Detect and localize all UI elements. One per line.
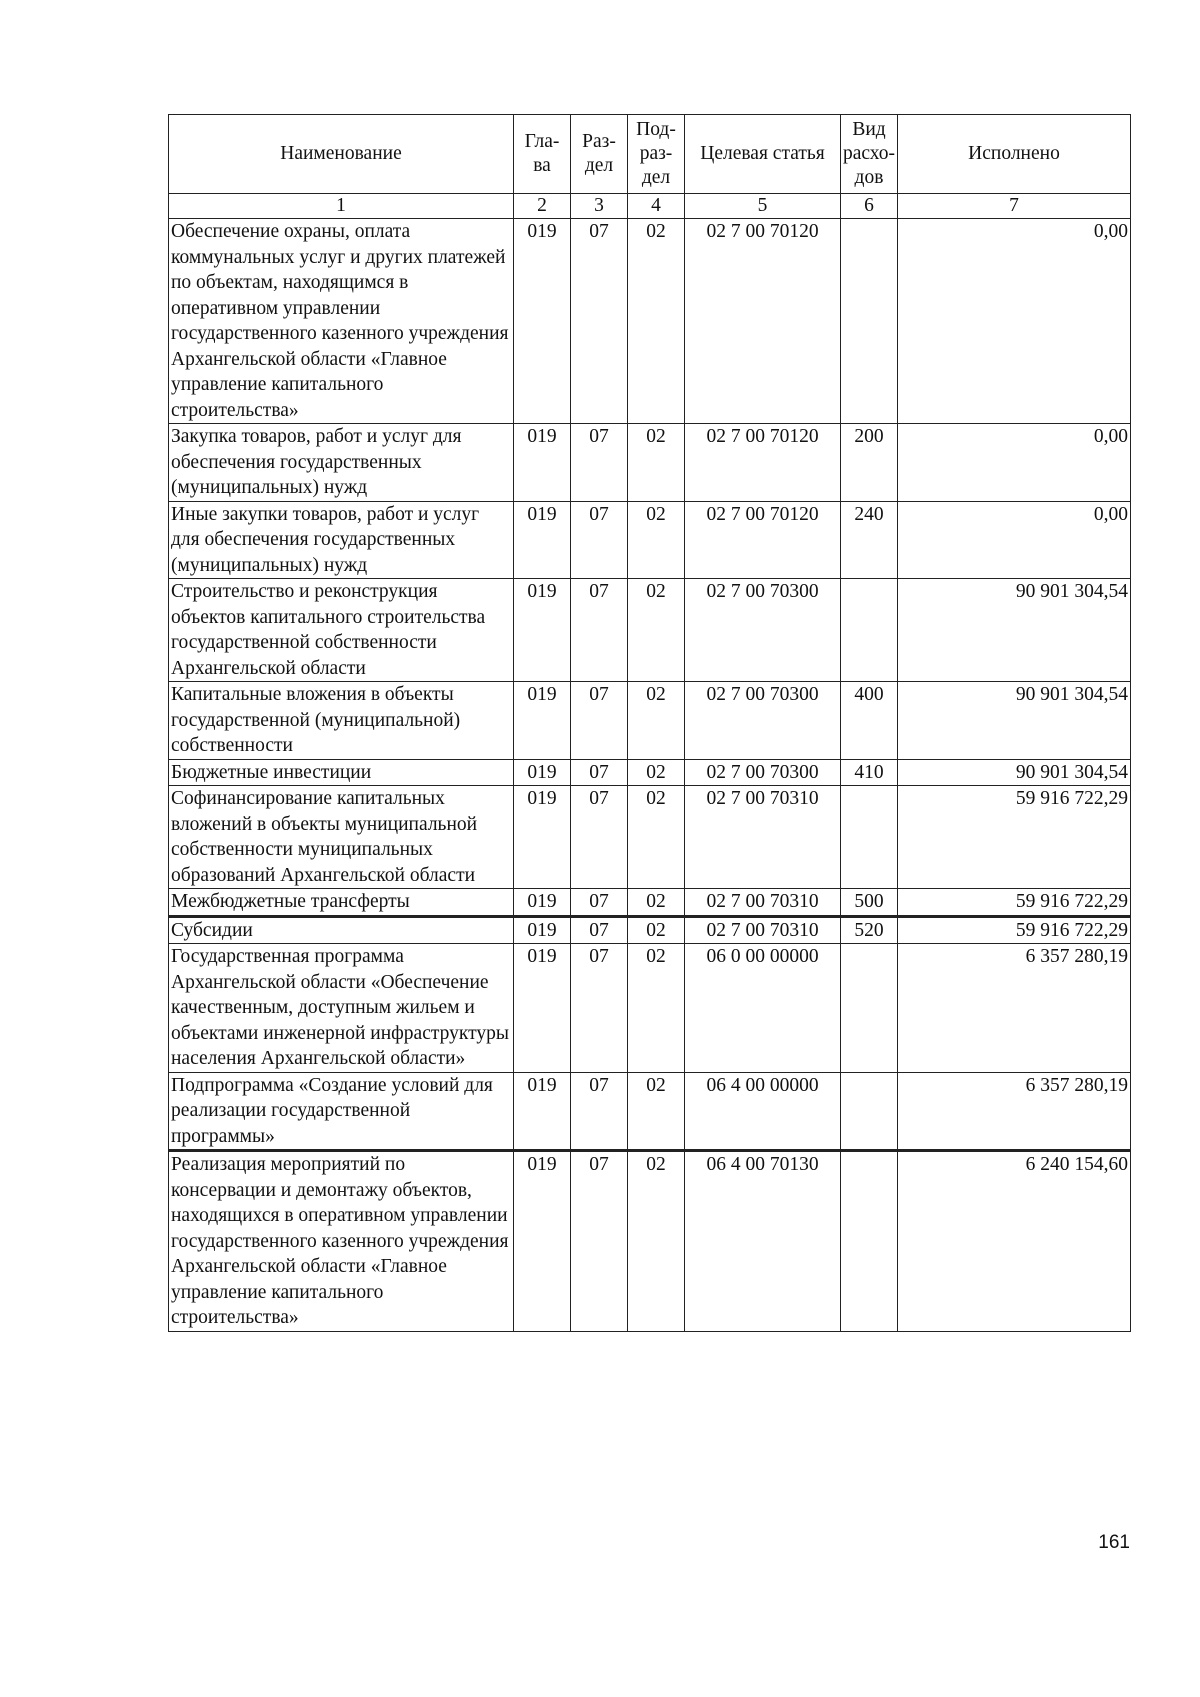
row-section: 07 (571, 944, 628, 1073)
row-executed: 59 916 722,29 (898, 916, 1131, 944)
header-kind (841, 115, 898, 194)
row-name: Подпрограмма «Создание условий для реализации государственной программы» (169, 1072, 514, 1151)
row-executed: 6 240 154,60 (898, 1151, 1131, 1332)
row-chapter: 019 (514, 889, 571, 917)
row-section: 07 (571, 219, 628, 424)
header-kind-line-1: Вид (852, 119, 886, 140)
row-kind (841, 1151, 898, 1332)
row-target: 02 7 00 70300 (685, 759, 841, 786)
column-number: 4 (628, 194, 685, 219)
row-section: 07 (571, 1072, 628, 1151)
row-subsection: 02 (628, 889, 685, 917)
row-target: 02 7 00 70300 (685, 579, 841, 682)
header-subsection (628, 115, 685, 194)
row-chapter: 019 (514, 1072, 571, 1151)
row-kind: 500 (841, 889, 898, 917)
column-number: 2 (514, 194, 571, 219)
row-target: 02 7 00 70310 (685, 916, 841, 944)
column-number: 3 (571, 194, 628, 219)
table-header (169, 115, 1131, 219)
header-section (571, 115, 628, 194)
row-name: Обеспечение охраны, оплата коммунальных услуг и других платежей по объектам, находящимся в оперативном управлении государственного казенного учреждения Архангельской области «Главное управление капитального строительства» (169, 219, 514, 424)
row-executed: 0,00 (898, 219, 1131, 424)
row-chapter: 019 (514, 944, 571, 1073)
table-row (169, 889, 1131, 917)
row-name: Реализация мероприятий по консервации и демонтажу объектов, находящихся в оперативном управлении государственного казенного учреждения Архангельской области «Главное управление капитального строительства» (169, 1151, 514, 1332)
row-chapter: 019 (514, 1151, 571, 1332)
row-name: Межбюджетные трансферты (169, 889, 514, 917)
table-row (169, 916, 1131, 944)
column-number: 6 (841, 194, 898, 219)
header-section-line-2: дел (584, 155, 614, 176)
table-row (169, 579, 1131, 682)
table-row (169, 944, 1131, 1073)
row-subsection: 02 (628, 916, 685, 944)
row-name: Строительство и реконструкция объектов капитального строительства государственной собственности Архангельской области (169, 579, 514, 682)
row-kind: 520 (841, 916, 898, 944)
row-executed: 90 901 304,54 (898, 579, 1131, 682)
header-section-line-1: Раз- (582, 131, 616, 152)
row-chapter: 019 (514, 759, 571, 786)
row-subsection: 02 (628, 786, 685, 889)
row-name: Капитальные вложения в объекты государственной (муниципальной) собственности (169, 682, 514, 760)
row-section: 07 (571, 424, 628, 502)
row-section: 07 (571, 916, 628, 944)
table-body (169, 219, 1131, 1332)
row-chapter: 019 (514, 916, 571, 944)
row-target: 02 7 00 70300 (685, 682, 841, 760)
row-executed: 6 357 280,19 (898, 1072, 1131, 1151)
header-chapter-line-1: Гла- (524, 131, 560, 152)
row-subsection: 02 (628, 219, 685, 424)
row-target: 02 7 00 70120 (685, 219, 841, 424)
page-number: 161 (1098, 1532, 1130, 1553)
row-subsection: 02 (628, 759, 685, 786)
table-row (169, 759, 1131, 786)
table-row (169, 501, 1131, 579)
row-section: 07 (571, 579, 628, 682)
header-subsection-line-1: Под- (636, 119, 676, 140)
header-target: Целевая статья (685, 115, 841, 194)
row-target: 06 4 00 70130 (685, 1151, 841, 1332)
table-row (169, 786, 1131, 889)
row-executed: 59 916 722,29 (898, 889, 1131, 917)
row-subsection: 02 (628, 944, 685, 1073)
row-section: 07 (571, 682, 628, 760)
header-chapter-line-2: ва (533, 155, 551, 176)
budget-table (168, 114, 1131, 1332)
table-row (169, 1072, 1131, 1151)
row-kind (841, 579, 898, 682)
row-name: Иные закупки товаров, работ и услуг для обеспечения государственных (муниципальных) нужд (169, 501, 514, 579)
header-subsection-line-3: дел (641, 167, 671, 188)
row-section: 07 (571, 759, 628, 786)
row-target: 02 7 00 70310 (685, 889, 841, 917)
row-kind: 200 (841, 424, 898, 502)
row-chapter: 019 (514, 501, 571, 579)
row-target: 06 0 00 00000 (685, 944, 841, 1073)
row-kind (841, 219, 898, 424)
table-row (169, 424, 1131, 502)
row-name: Закупка товаров, работ и услуг для обеспечения государственных (муниципальных) нужд (169, 424, 514, 502)
row-subsection: 02 (628, 1151, 685, 1332)
header-chapter (514, 115, 571, 194)
header-executed: Исполнено (898, 115, 1131, 194)
header-name: Наименование (169, 115, 514, 194)
row-subsection: 02 (628, 579, 685, 682)
row-chapter: 019 (514, 579, 571, 682)
row-kind: 410 (841, 759, 898, 786)
row-name: Субсидии (169, 916, 514, 944)
row-kind: 400 (841, 682, 898, 760)
row-target: 02 7 00 70120 (685, 501, 841, 579)
row-kind (841, 786, 898, 889)
row-subsection: 02 (628, 501, 685, 579)
row-target: 06 4 00 00000 (685, 1072, 841, 1151)
column-number: 1 (169, 194, 514, 219)
table-row (169, 682, 1131, 760)
header-subsection-line-2: раз- (639, 143, 673, 164)
row-executed: 90 901 304,54 (898, 682, 1131, 760)
row-chapter: 019 (514, 786, 571, 889)
row-chapter: 019 (514, 219, 571, 424)
column-number: 7 (898, 194, 1131, 219)
row-kind (841, 944, 898, 1073)
row-kind (841, 1072, 898, 1151)
table-row (169, 1151, 1131, 1332)
row-chapter: 019 (514, 682, 571, 760)
row-name: Софинансирование капитальных вложений в объекты муниципальной собственности муниципальных образований Архангельской области (169, 786, 514, 889)
row-kind: 240 (841, 501, 898, 579)
row-executed: 0,00 (898, 501, 1131, 579)
column-number-row (169, 194, 1131, 219)
header-kind-line-2: расхо- (843, 143, 896, 164)
row-executed: 90 901 304,54 (898, 759, 1131, 786)
row-chapter: 019 (514, 424, 571, 502)
row-section: 07 (571, 1151, 628, 1332)
row-section: 07 (571, 786, 628, 889)
header-kind-line-3: дов (854, 167, 884, 188)
row-section: 07 (571, 501, 628, 579)
row-section: 07 (571, 889, 628, 917)
table-row (169, 219, 1131, 424)
row-subsection: 02 (628, 424, 685, 502)
row-target: 02 7 00 70310 (685, 786, 841, 889)
row-executed: 6 357 280,19 (898, 944, 1131, 1073)
row-target: 02 7 00 70120 (685, 424, 841, 502)
row-name: Бюджетные инвестиции (169, 759, 514, 786)
row-subsection: 02 (628, 1072, 685, 1151)
row-subsection: 02 (628, 682, 685, 760)
row-executed: 59 916 722,29 (898, 786, 1131, 889)
column-number: 5 (685, 194, 841, 219)
row-executed: 0,00 (898, 424, 1131, 502)
row-name: Государственная программа Архангельской области «Обеспечение качественным, доступным жильем и объектами инженерной инфраструктуры населения Архангельской области» (169, 944, 514, 1073)
